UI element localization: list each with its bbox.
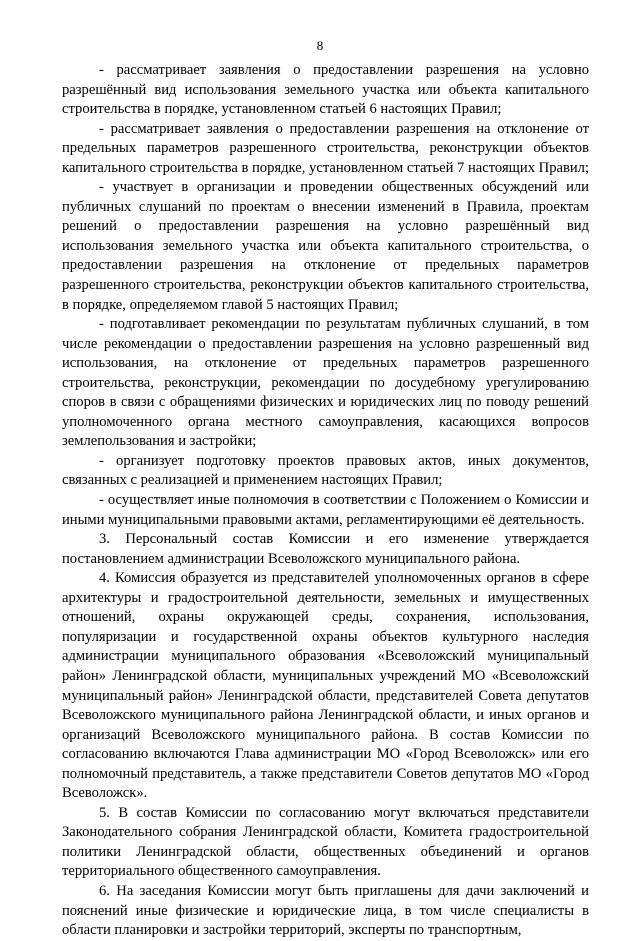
page-number: 8 (316, 38, 324, 53)
paragraph-item-public-hearings: - участвует в организации и проведении общественных обсуждений или публичных слушаний по проектам о внесении изменений в Правила, проектам решений о предоставлении разрешения на условно разрешённый вид использования земельного участка или объекта капитального строительства, о предоставлении разрешения на отклонение от предельных параметров разрешенного строительства, реконструкции объектов капитального строительства, в порядке, определяемом главой 5 настоящих Правил; (62, 179, 589, 313)
paragraph-clause-4: 4. Комиссия образуется из представителей уполномоченных органов в сфере архитектуры и градостроительной деятельности, земельных и имущественных отношений, охраны окружающей среды, сохранения, использования, популяризации и государственной охраны объектов культурного наследия администрации муниципального образования «Всеволожский муниципальный район» Ленинградской области, муниципальных учреждений МО «Всеволожский муниципальный район» Ленинградской области, представителей Совета депутатов Всеволожского муниципального района Ленинградской области, и иных органов и организаций Всеволожского муниципального района. В состав Комиссии по согласованию включаются Глава администрации МО «Город Всеволожск» или его полномочный представитель, а также представители Советов депутатов МО «Город Всеволожск». (62, 570, 589, 802)
paragraph-item-recommendations: - подготавливает рекомендации по результатам публичных слушаний, в том числе рекомендации о предоставлении разрешения на условно разрешенный вид использования, на отклонение от предельных параметров разрешенного строительства, реконструкции, рекомендации по досудебному урегулированию споров в связи с обращениями физических и юридических лиц по поводу решений уполномоченного органа местного самоуправления, касающихся вопросов землепользования и застройки; (62, 316, 589, 450)
paragraph-item-consider-deviation: - рассматривает заявления о предоставлении разрешения на отклонение от предельных параметров разрешенного строительства, реконструкции объектов капитального строительства в порядке, установленном статьей 7 настоящих Правил; (62, 120, 590, 176)
body-text (62, 61, 589, 941)
paragraph-clause-6: 6. На заседания Комиссии могут быть приглашены для дачи заключений и пояснений иные физические и юридические лица, в том числе специалисты в области планировки и застройки территорий, эксперты по транспортным, (62, 882, 589, 939)
paragraph-clause-3: 3. Персональный состав Комиссии и его изменение утверждается постановлением администрации Всеволожского муниципального района. (62, 531, 589, 567)
paragraph-clause-5: 5. В состав Комиссии по согласованию могут включаться представители Законодательного собрания Ленинградской области, Комитета градостроительной политики Ленинградской области, общественных объединений и органов территориального общественного самоуправления. (62, 804, 589, 880)
paragraph-item-other-powers: - осуществляет иные полномочия в соответствии с Положением о Комиссии и иными муниципальными правовыми актами, регламентирующими её деятельность. (62, 492, 589, 528)
paragraph-item-consider-conditional-use: - рассматривает заявления о предоставлении разрешения на условно разрешённый вид использования земельного участка или объекта капитального строительства в порядке, установленном статьей 6 настоящих Правил; (62, 62, 589, 118)
paragraph-item-legal-acts: - организует подготовку проектов правовых актов, иных документов, связанных с реализацией и применением настоящих Правил; (62, 452, 589, 489)
